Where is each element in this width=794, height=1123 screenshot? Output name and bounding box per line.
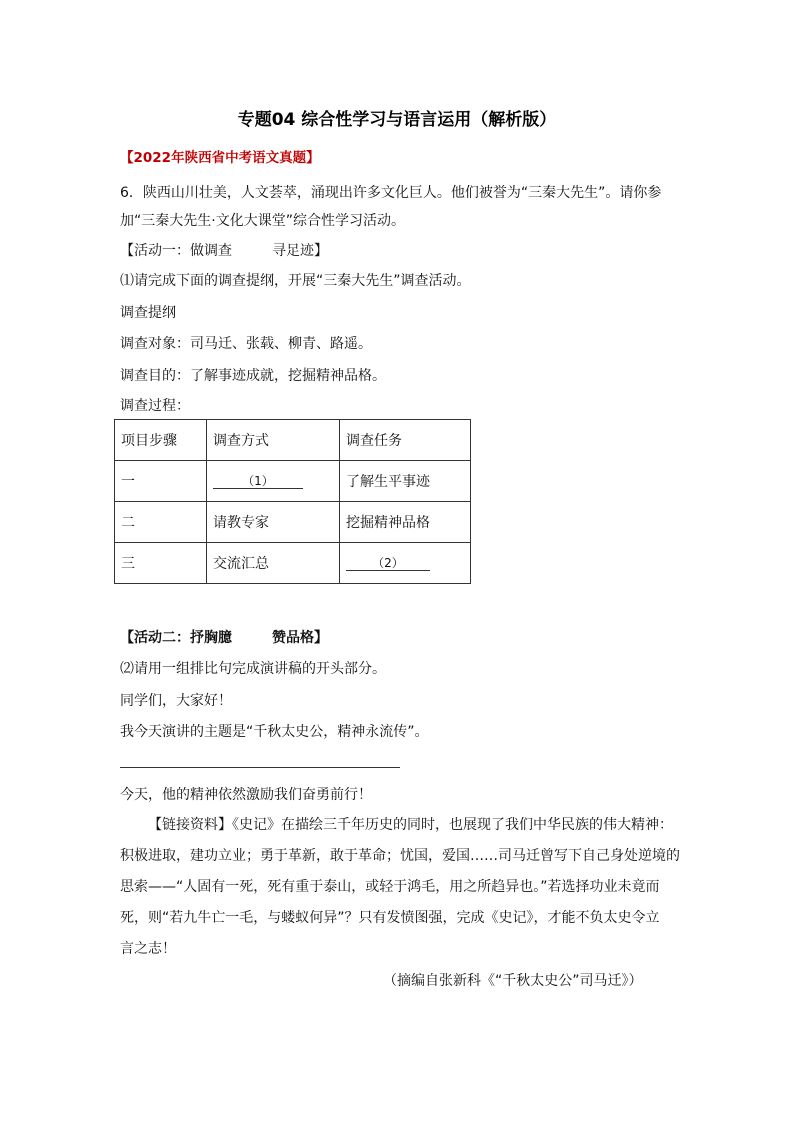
material-line-3: 思索——“人固有一死，死有重于泰山，或轻于鸿毛，用之所趋异也。”若选择功业未竟而 <box>120 879 660 895</box>
table-cell: 了解生平事迹 <box>340 461 471 502</box>
question-1: ⑴请完成下面的调查提纲，开展“三秦大先生”调查活动。 <box>120 273 471 289</box>
table-row <box>115 502 471 543</box>
page-title: 专题04 综合性学习与语言运用（解析版） <box>237 110 557 130</box>
outline-title: 调查提纲 <box>120 305 176 321</box>
speech-theme: 我今天演讲的主题是“千秋太史公，精神永流传”。 <box>120 724 429 740</box>
table-header-cell: 调查任务 <box>340 420 471 461</box>
activity2-heading-part-a: 【活动二：抒胸臆 <box>120 630 232 646</box>
table-cell: 二 <box>115 502 207 543</box>
table-header-cell: 调查方式 <box>207 420 340 461</box>
table-cell-blank <box>207 461 340 502</box>
fill-blank-2: （2） <box>346 556 430 571</box>
table-cell: 三 <box>115 543 207 584</box>
table-header-row <box>115 420 471 461</box>
table-row <box>115 543 471 584</box>
material-line-2: 积极进取，建功立业；勇于革新，敢于革命；忧国，爱国……司马迁曾写下自己身处逆境的 <box>120 848 680 864</box>
table-cell: 一 <box>115 461 207 502</box>
table-row <box>115 461 471 502</box>
activity1-heading <box>120 240 328 260</box>
material-line-4: 死，则“若九牛亡一毛，与蝼蚁何异”？只有发愤图强，完成《史记》，才能不负太史令立 <box>120 910 660 926</box>
activity1-heading-part-a: 【活动一：做调查 <box>120 243 232 259</box>
table-header-cell: 项目步骤 <box>115 420 207 461</box>
activity2-heading <box>120 627 328 647</box>
intro-line-2: 加“三秦大先生·文化大课堂”综合性学习活动。 <box>120 213 405 229</box>
answer-blank-line <box>120 767 400 768</box>
fill-blank-1: （1） <box>213 474 303 489</box>
survey-process-label: 调查过程： <box>120 398 190 414</box>
question-2: ⑵请用一组排比句完成演讲稿的开头部分。 <box>120 661 386 677</box>
survey-target: 调查对象：司马迁、张载、柳青、路遥。 <box>120 336 372 352</box>
speech-greeting: 同学们，大家好！ <box>120 693 232 709</box>
table-cell: 交流汇总 <box>207 543 340 584</box>
activity2-heading-part-b: 赞品格】 <box>272 630 328 646</box>
exam-source-tag: 【2022年陕西省中考语文真题】 <box>120 150 320 166</box>
material-line-5: 言之志！ <box>120 941 176 957</box>
table-cell-blank <box>340 543 471 584</box>
table-cell: 挖掘精神品格 <box>340 502 471 543</box>
survey-table <box>114 419 471 584</box>
table-cell: 请教专家 <box>207 502 340 543</box>
activity1-heading-part-b: 寻足迹】 <box>272 243 328 259</box>
material-line-1: 【链接资料】《史记》在描绘三千年历史的同时，也展现了我们中华民族的伟大精神： <box>148 817 673 833</box>
intro-line-1: 6．陕西山川壮美，人文荟萃，涌现出许多文化巨人。他们被誉为“三秦大先生”。请你参 <box>120 185 662 201</box>
material-source: （摘编自张新科《“千秋太史公”司马迁》） <box>383 973 643 989</box>
survey-purpose: 调查目的：了解事迹成就，挖掘精神品格。 <box>120 368 386 384</box>
speech-closing: 今天，他的精神依然激励我们奋勇前行！ <box>120 787 372 803</box>
